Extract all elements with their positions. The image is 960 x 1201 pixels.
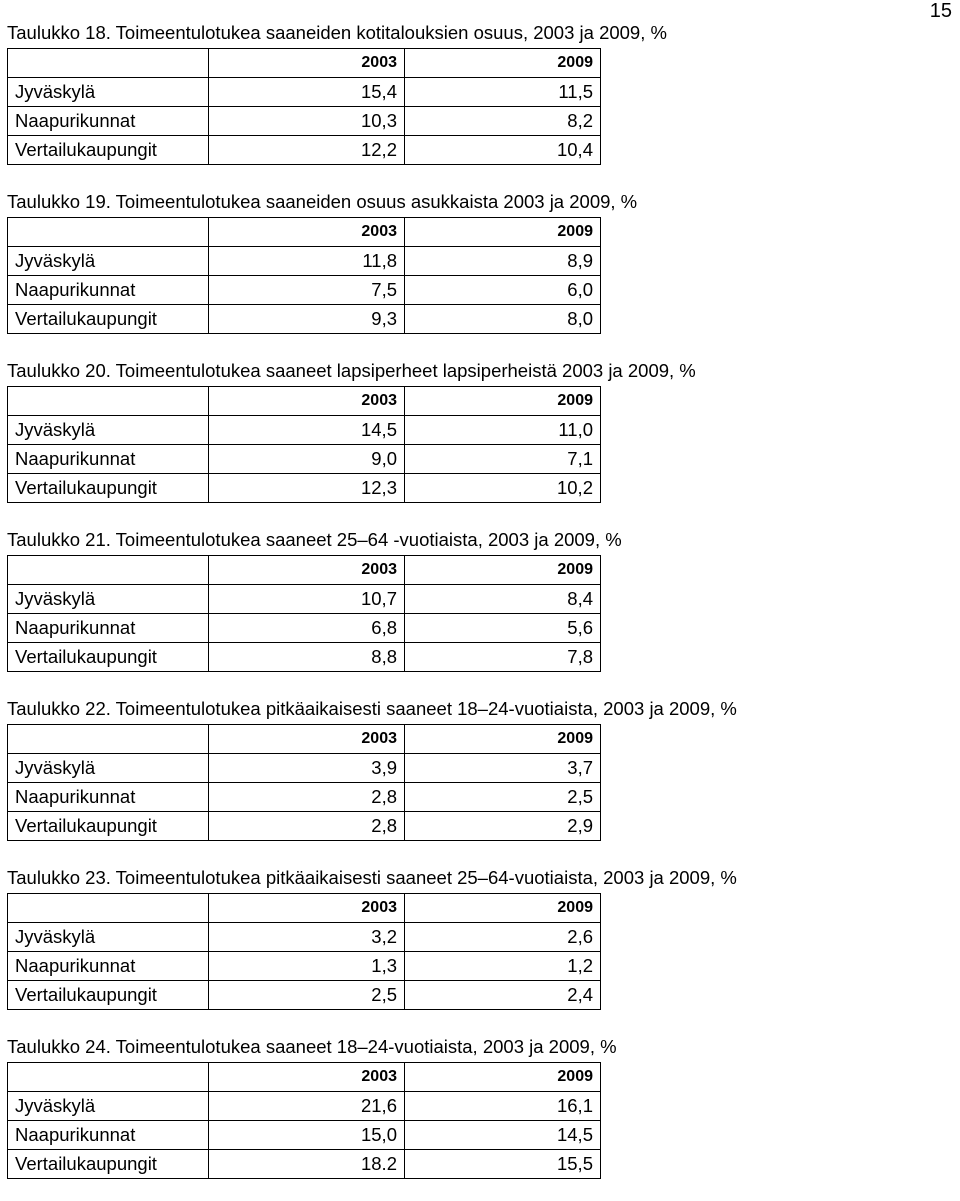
- value-cell: 15,4: [209, 78, 405, 107]
- table-header-row: [8, 894, 601, 923]
- value-cell: 7,8: [405, 643, 601, 672]
- value-cell: 2,8: [209, 783, 405, 812]
- value-cell: 7,1: [405, 445, 601, 474]
- data-table: [7, 386, 601, 503]
- value-cell: 9,0: [209, 445, 405, 474]
- data-table: [7, 48, 601, 165]
- table-block: [7, 863, 907, 1032]
- header-year-cell: 2003: [209, 894, 405, 923]
- table-block: [7, 18, 907, 187]
- header-year-cell: 2009: [405, 218, 601, 247]
- value-cell: 15,0: [209, 1121, 405, 1150]
- value-cell: 5,6: [405, 614, 601, 643]
- value-cell: 8,4: [405, 585, 601, 614]
- header-year-cell: 2009: [405, 894, 601, 923]
- row-label-cell: Vertailukaupungit: [8, 981, 209, 1010]
- row-label-cell: Naapurikunnat: [8, 276, 209, 305]
- header-year-cell: 2009: [405, 387, 601, 416]
- table-row: [8, 643, 601, 672]
- header-empty-cell: [8, 725, 209, 754]
- row-label-cell: Jyväskylä: [8, 1092, 209, 1121]
- row-label-cell: Naapurikunnat: [8, 952, 209, 981]
- value-cell: 14,5: [405, 1121, 601, 1150]
- header-empty-cell: [8, 218, 209, 247]
- value-cell: 18.2: [209, 1150, 405, 1179]
- table-row: [8, 812, 601, 841]
- value-cell: 16,1: [405, 1092, 601, 1121]
- value-cell: 2,6: [405, 923, 601, 952]
- table-row: [8, 614, 601, 643]
- table-caption: Taulukko 20. Toimeentulotukea saaneet lapsiperheet lapsiperheistä 2003 ja 2009, %: [7, 360, 696, 381]
- header-year-cell: 2009: [405, 49, 601, 78]
- value-cell: 2,5: [405, 783, 601, 812]
- data-table: [7, 555, 601, 672]
- data-table: [7, 217, 601, 334]
- value-cell: 2,8: [209, 812, 405, 841]
- value-cell: 6,0: [405, 276, 601, 305]
- table-row: [8, 783, 601, 812]
- value-cell: 12,3: [209, 474, 405, 503]
- value-cell: 6,8: [209, 614, 405, 643]
- value-cell: 10,3: [209, 107, 405, 136]
- value-cell: 21,6: [209, 1092, 405, 1121]
- value-cell: 9,3: [209, 305, 405, 334]
- data-table: [7, 893, 601, 1010]
- header-year-cell: 2003: [209, 725, 405, 754]
- table-caption: Taulukko 23. Toimeentulotukea pitkäaikaisesti saaneet 25–64-vuotiaista, 2003 ja 2009, %: [7, 867, 737, 888]
- row-label-cell: Naapurikunnat: [8, 1121, 209, 1150]
- table-row: [8, 754, 601, 783]
- table-caption: Taulukko 22. Toimeentulotukea pitkäaikaisesti saaneet 18–24-vuotiaista, 2003 ja 2009, %: [7, 698, 737, 719]
- table-block: [7, 525, 907, 694]
- value-cell: 7,5: [209, 276, 405, 305]
- value-cell: 1,3: [209, 952, 405, 981]
- row-label-cell: Vertailukaupungit: [8, 474, 209, 503]
- row-label-cell: Vertailukaupungit: [8, 1150, 209, 1179]
- header-year-cell: 2009: [405, 725, 601, 754]
- value-cell: 11,0: [405, 416, 601, 445]
- row-label-cell: Jyväskylä: [8, 78, 209, 107]
- value-cell: 10,2: [405, 474, 601, 503]
- row-label-cell: Jyväskylä: [8, 585, 209, 614]
- value-cell: 8,0: [405, 305, 601, 334]
- header-empty-cell: [8, 49, 209, 78]
- value-cell: 2,5: [209, 981, 405, 1010]
- header-year-cell: 2009: [405, 1063, 601, 1092]
- header-year-cell: 2003: [209, 1063, 405, 1092]
- row-label-cell: Naapurikunnat: [8, 445, 209, 474]
- table-row: [8, 305, 601, 334]
- table-block: [7, 187, 907, 356]
- value-cell: 3,7: [405, 754, 601, 783]
- table-header-row: [8, 556, 601, 585]
- row-label-cell: Naapurikunnat: [8, 614, 209, 643]
- table-row: [8, 585, 601, 614]
- row-label-cell: Jyväskylä: [8, 247, 209, 276]
- data-table: [7, 1062, 601, 1179]
- value-cell: 11,5: [405, 78, 601, 107]
- value-cell: 8,8: [209, 643, 405, 672]
- row-label-cell: Naapurikunnat: [8, 107, 209, 136]
- value-cell: 8,9: [405, 247, 601, 276]
- data-table: [7, 724, 601, 841]
- table-block: [7, 694, 907, 863]
- row-label-cell: Vertailukaupungit: [8, 812, 209, 841]
- value-cell: 2,9: [405, 812, 601, 841]
- header-year-cell: 2003: [209, 49, 405, 78]
- row-label-cell: Vertailukaupungit: [8, 136, 209, 165]
- header-empty-cell: [8, 1063, 209, 1092]
- row-label-cell: Jyväskylä: [8, 923, 209, 952]
- page-number: 15: [929, 0, 952, 22]
- header-empty-cell: [8, 387, 209, 416]
- table-caption: Taulukko 21. Toimeentulotukea saaneet 25–64 -vuotiaista, 2003 ja 2009, %: [7, 529, 622, 550]
- value-cell: 3,9: [209, 754, 405, 783]
- table-row: [8, 952, 601, 981]
- header-year-cell: 2009: [405, 556, 601, 585]
- header-year-cell: 2003: [209, 218, 405, 247]
- tables-container: [7, 18, 907, 1201]
- row-label-cell: Jyväskylä: [8, 416, 209, 445]
- table-row: [8, 445, 601, 474]
- table-row: [8, 247, 601, 276]
- row-label-cell: Vertailukaupungit: [8, 305, 209, 334]
- header-empty-cell: [8, 894, 209, 923]
- table-row: [8, 923, 601, 952]
- value-cell: 1,2: [405, 952, 601, 981]
- table-row: [8, 416, 601, 445]
- table-row: [8, 136, 601, 165]
- value-cell: 12,2: [209, 136, 405, 165]
- value-cell: 11,8: [209, 247, 405, 276]
- table-row: [8, 107, 601, 136]
- table-row: [8, 474, 601, 503]
- table-header-row: [8, 725, 601, 754]
- table-row: [8, 1150, 601, 1179]
- row-label-cell: Naapurikunnat: [8, 783, 209, 812]
- table-row: [8, 1121, 601, 1150]
- table-header-row: [8, 1063, 601, 1092]
- table-row: [8, 276, 601, 305]
- header-year-cell: 2003: [209, 556, 405, 585]
- value-cell: 8,2: [405, 107, 601, 136]
- table-caption: Taulukko 18. Toimeentulotukea saaneiden kotitalouksien osuus, 2003 ja 2009, %: [7, 22, 667, 43]
- value-cell: 14,5: [209, 416, 405, 445]
- value-cell: 2,4: [405, 981, 601, 1010]
- table-row: [8, 1092, 601, 1121]
- table-caption: Taulukko 19. Toimeentulotukea saaneiden osuus asukkaista 2003 ja 2009, %: [7, 191, 638, 212]
- value-cell: 10,4: [405, 136, 601, 165]
- table-row: [8, 78, 601, 107]
- value-cell: 15,5: [405, 1150, 601, 1179]
- value-cell: 3,2: [209, 923, 405, 952]
- table-block: [7, 356, 907, 525]
- header-empty-cell: [8, 556, 209, 585]
- table-caption: Taulukko 24. Toimeentulotukea saaneet 18–24-vuotiaista, 2003 ja 2009, %: [7, 1036, 617, 1057]
- table-block: [7, 1032, 907, 1201]
- table-row: [8, 981, 601, 1010]
- table-header-row: [8, 387, 601, 416]
- header-year-cell: 2003: [209, 387, 405, 416]
- row-label-cell: Jyväskylä: [8, 754, 209, 783]
- row-label-cell: Vertailukaupungit: [8, 643, 209, 672]
- value-cell: 10,7: [209, 585, 405, 614]
- table-header-row: [8, 218, 601, 247]
- table-header-row: [8, 49, 601, 78]
